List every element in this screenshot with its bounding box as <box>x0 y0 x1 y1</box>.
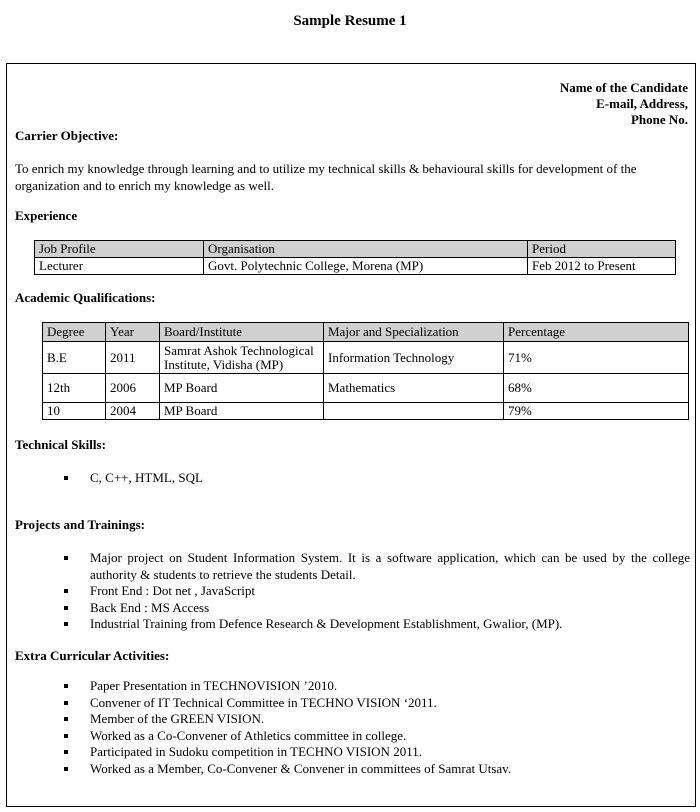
academics-heading: Academic Qualifications: <box>15 290 156 305</box>
list-item <box>64 711 684 728</box>
academics-cell: 10 <box>43 403 106 420</box>
bullet-icon <box>64 622 68 626</box>
projects-heading: Projects and Trainings: <box>15 517 146 532</box>
skills-list <box>64 470 664 487</box>
experience-header-job: Job Profile <box>35 241 204 258</box>
bullet-icon <box>64 556 68 560</box>
experience-cell: Lecturer <box>35 258 204 275</box>
table-row <box>43 342 689 374</box>
candidate-phone: Phone No. <box>630 112 688 127</box>
bullet-icon <box>64 606 68 610</box>
list-item-text: Industrial Training from Defence Research & Development Establishment, Gwalior, (MP). <box>90 616 563 631</box>
academics-cell: Mathematics <box>324 374 504 403</box>
list-item-text: Major project on Student Information System. It is a software application, which can be used by the college authority & students to retrieve the students Detail. <box>90 550 690 582</box>
list-item-text: Participated in Sudoku competition in TECHNO VISION 2011. <box>90 744 422 759</box>
experience-cell: Govt. Polytechnic College, Morena (MP) <box>204 258 528 275</box>
bullet-icon <box>64 734 68 738</box>
academics-cell: MP Board <box>160 403 324 420</box>
table-row <box>43 374 689 403</box>
skills-heading: Technical Skills: <box>15 437 106 452</box>
list-item-text: C, C++, HTML, SQL <box>90 470 203 485</box>
candidate-name: Name of the Candidate <box>559 80 688 95</box>
candidate-info <box>560 80 688 128</box>
list-item-text: Front End : Dot net , JavaScript <box>90 583 256 598</box>
objective-text: To enrich my knowledge through learning and to utilize my technical skills & behavioural skills for development of the organization and to enrich my knowledge as well. <box>15 161 637 193</box>
academics-cell: 68% <box>504 374 689 403</box>
extra-heading: Extra Curricular Activities: <box>15 648 170 663</box>
academics-table <box>42 322 689 420</box>
list-item <box>64 470 664 487</box>
academics-header-degree: Degree <box>43 323 106 342</box>
academics-header-major: Major and Specialization <box>324 323 504 342</box>
objective-heading: Carrier Objective: <box>15 128 119 143</box>
list-item <box>64 678 684 695</box>
list-item-text: Member of the GREEN VISION. <box>90 711 265 726</box>
list-item <box>64 550 690 583</box>
academics-cell: 2006 <box>106 374 160 403</box>
academics-cell: MP Board <box>160 374 324 403</box>
bullet-icon <box>64 767 68 771</box>
academics-cell: 79% <box>504 403 689 420</box>
bullet-icon <box>64 701 68 705</box>
list-item <box>64 744 684 761</box>
document-title: Sample Resume 1 <box>293 13 407 29</box>
list-item <box>64 583 690 600</box>
extra-list <box>64 678 684 777</box>
list-item-text: Worked as a Co-Convener of Athletics committee in college. <box>90 727 407 743</box>
academics-cell: Samrat Ashok Technological Institute, Vidisha (MP) <box>160 342 324 374</box>
table-row <box>43 403 689 420</box>
list-item <box>64 695 684 712</box>
candidate-contact: E-mail, Address, <box>596 96 688 111</box>
academics-cell: 2004 <box>106 403 160 420</box>
academics-cell: 12th <box>43 374 106 403</box>
experience-cell: Feb 2012 to Present <box>528 258 676 275</box>
list-item-text: Paper Presentation in TECHNOVISION ’2010. <box>90 678 338 693</box>
list-item <box>64 761 684 778</box>
bullet-icon <box>64 476 68 480</box>
projects-list <box>64 550 690 633</box>
academics-cell: Information Technology <box>324 342 504 374</box>
academics-cell <box>324 403 504 420</box>
academics-header-year: Year <box>106 323 160 342</box>
bullet-icon <box>64 750 68 754</box>
academics-header-board: Board/Institute <box>160 323 324 342</box>
table-row <box>35 258 676 275</box>
academics-cell: 2011 <box>106 342 160 374</box>
list-item-text: Convener of IT Technical Committee in TECHNO VISION ‘2011. <box>90 694 437 710</box>
bullet-icon <box>64 589 68 593</box>
academics-cell: 71% <box>504 342 689 374</box>
bullet-icon <box>64 717 68 721</box>
list-item <box>64 600 690 617</box>
experience-table <box>34 240 676 275</box>
list-item <box>64 616 690 633</box>
experience-heading: Experience <box>15 208 78 223</box>
list-item-text: Back End : MS Access <box>90 599 210 615</box>
academics-cell: B.E <box>43 342 106 374</box>
experience-header-org: Organisation <box>204 241 528 258</box>
list-item-text: Worked as a Member, Co-Convener & Convener in committees of Samrat Utsav. <box>90 760 512 776</box>
bullet-icon <box>64 684 68 688</box>
academics-header-percentage: Percentage <box>504 323 689 342</box>
experience-header-period: Period <box>528 241 676 258</box>
list-item <box>64 728 684 745</box>
